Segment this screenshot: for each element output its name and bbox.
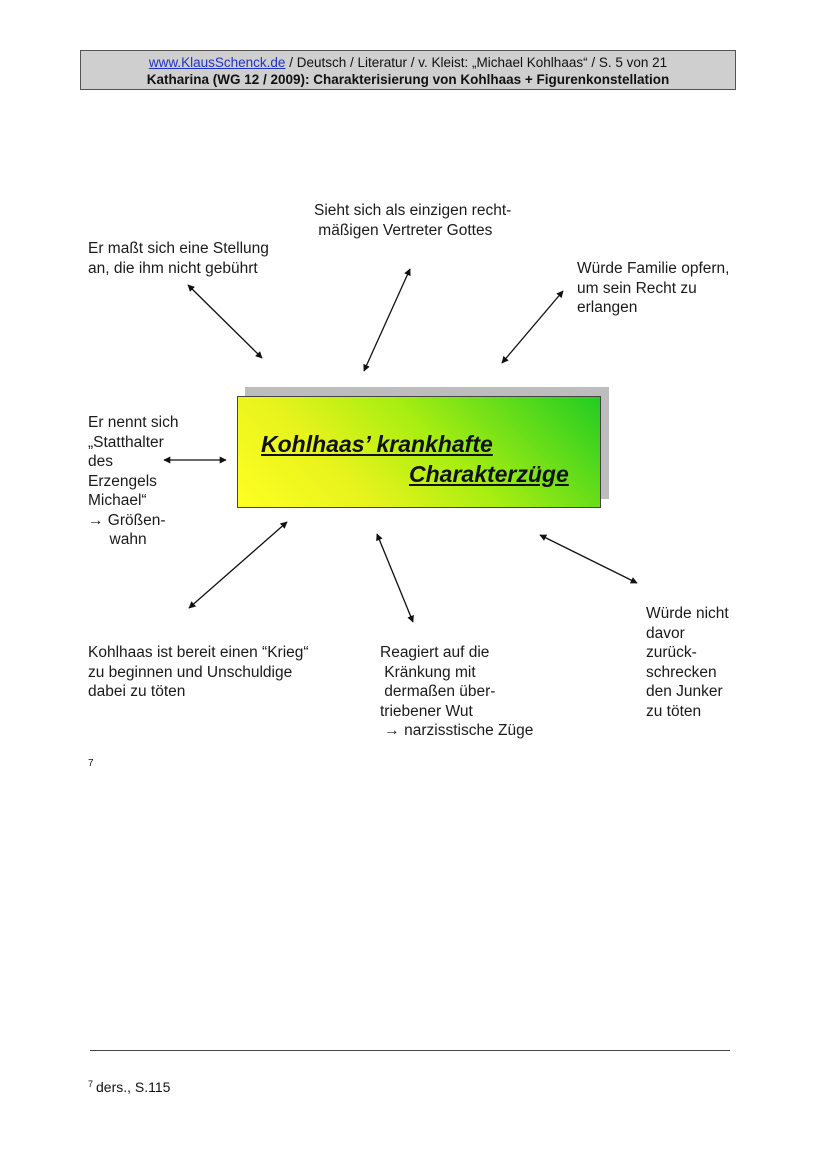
- arrow-top-right: [502, 291, 563, 363]
- footnote-divider: [90, 1050, 730, 1051]
- trait-top-right: Würde Familie opfern, um sein Recht zu erlangen: [577, 260, 730, 316]
- footnote-number: 7: [88, 1079, 94, 1089]
- arrow-bottom-center: [377, 534, 413, 622]
- arrow-bottom-right: [540, 535, 637, 583]
- footnote: [88, 1075, 170, 1096]
- header-line-1-text: / Deutsch / Literatur / v. Kleist: „Michael Kohlhaas“ / S. 5 von 21: [285, 55, 668, 70]
- arrow-top-left: [188, 285, 262, 358]
- trait-bottom-center: Reagiert auf die Kränkung mit dermaßen über- triebener Wut → narzisstische Züge: [380, 644, 534, 739]
- trait-bottom-left: Kohlhaas ist bereit einen “Krieg“ zu beginnen und Unschuldige dabei zu töten: [88, 644, 309, 700]
- footnote-marker: 7: [88, 758, 94, 769]
- trait-bottom-right: Würde nicht davor zurück- schrecken den Junker zu töten: [646, 605, 729, 720]
- footnote-text: ders., S.115: [96, 1079, 171, 1095]
- header-line-2: Katharina (WG 12 / 2009): Charakterisierung von Kohlhaas + Figurenkonstellation: [146, 72, 670, 87]
- arrow-top-center: [364, 269, 410, 371]
- trait-top-left: Er maßt sich eine Stellung an, die ihm nicht gebührt: [88, 240, 269, 277]
- trait-left: Er nennt sich „Statthalter des Erzengels Michael“ → Größen- wahn: [88, 414, 179, 548]
- center-title-line-1: Kohlhaas’ krankhafte: [261, 431, 493, 457]
- site-link[interactable]: www.KlausSchenck.de: [148, 55, 286, 70]
- trait-top-center: Sieht sich als einzigen recht- mäßigen Vertreter Gottes: [314, 202, 512, 239]
- arrow-bottom-left: [189, 522, 287, 608]
- center-title-line-2: Charakterzüge: [409, 461, 569, 487]
